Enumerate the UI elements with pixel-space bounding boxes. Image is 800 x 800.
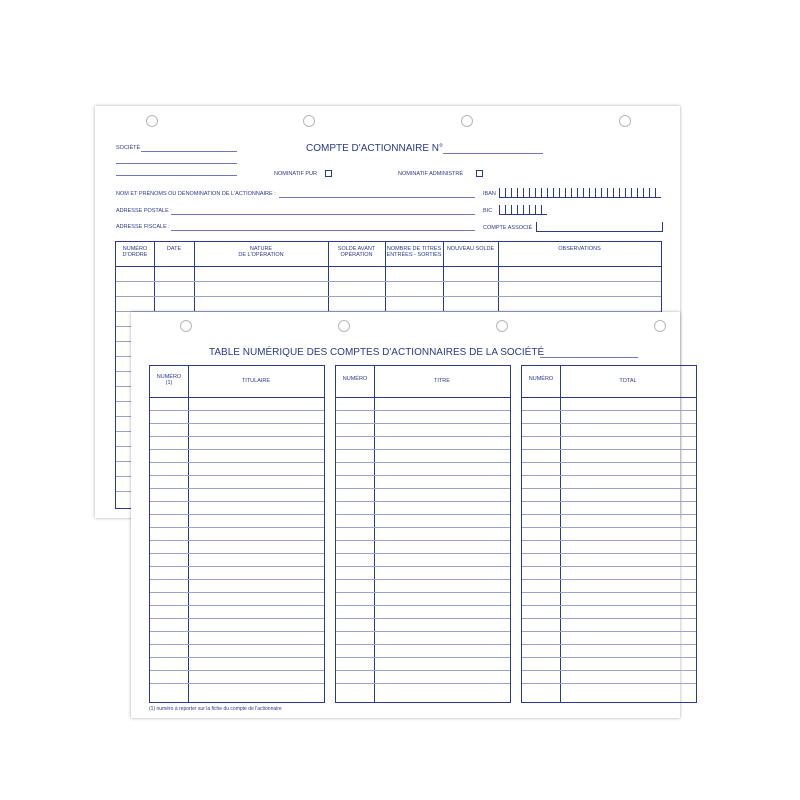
footnote: (1) numéro à reporter sur la fiche du compte de l'actionnaire (149, 706, 282, 712)
column-header: OBSERVATIONS (558, 246, 601, 252)
nominatif-administre-label: NOMINATIF ADMINISTRÉ (398, 171, 463, 177)
compte-associe-label: COMPTE ASSOCIÉ (483, 225, 533, 231)
column-header: TOTAL (619, 378, 637, 384)
societe-field[interactable] (141, 151, 237, 152)
company-name-field[interactable] (540, 357, 638, 358)
punch-hole (496, 320, 508, 332)
societe-field-line2[interactable] (116, 163, 237, 164)
account-number-field[interactable] (443, 153, 543, 154)
compte-associe-field[interactable] (536, 222, 663, 232)
index-table-titulaire (149, 365, 325, 703)
index-table-total (521, 365, 697, 703)
column-header: DATE (166, 246, 182, 252)
column-header: NUMÉRO D'ORDRE (122, 246, 148, 259)
nominatif-pur-checkbox[interactable] (325, 170, 332, 177)
nom-label: NOM ET PRÉNOMS OU DÉNOMINATION DE L'ACTIONNAIRE : (116, 191, 276, 197)
column-header: NUMÉRO (1) (156, 374, 182, 387)
column-header: NATURE DE L'OPÉRATION (238, 246, 284, 259)
bic-label: BIC (483, 208, 493, 214)
punch-hole (338, 320, 350, 332)
punch-hole (461, 115, 473, 127)
index-title: TABLE NUMÉRIQUE DES COMPTES D'ACTIONNAIRES DE LA SOCIÉTÉ (209, 347, 545, 358)
nominatif-pur-label: NOMINATIF PUR (274, 171, 317, 177)
societe-field-line3[interactable] (116, 175, 237, 176)
index-table-titre (335, 365, 511, 703)
column-header: TITULAIRE (241, 378, 271, 384)
shareholder-index-sheet (131, 312, 680, 718)
punch-hole (303, 115, 315, 127)
iban-field[interactable] (499, 188, 661, 198)
adresse-fiscale-label: ADRESSE FISCALE : (116, 224, 170, 230)
punch-hole (654, 320, 666, 332)
nom-field[interactable] (279, 197, 475, 198)
column-header: NUMÉRO (342, 376, 368, 382)
adresse-postale-field[interactable] (171, 214, 475, 215)
column-header: NOMBRE DE TITRES ENTRÉES - SORTIES (386, 246, 442, 259)
column-header: TITRE (434, 378, 450, 384)
nominatif-administre-checkbox[interactable] (476, 170, 483, 177)
column-header: SOLDE AVANT OPÉRATION (337, 246, 376, 259)
iban-label: IBAN (483, 191, 496, 197)
bic-field[interactable] (499, 205, 547, 215)
account-title: COMPTE D'ACTIONNAIRE N° (306, 143, 444, 154)
punch-hole (619, 115, 631, 127)
adresse-fiscale-field[interactable] (171, 230, 475, 231)
column-header: NUMÉRO (528, 376, 554, 382)
punch-hole (180, 320, 192, 332)
column-header: NOUVEAU SOLDE (446, 246, 495, 252)
societe-label: SOCIÉTÉ (116, 145, 141, 151)
adresse-postale-label: ADRESSE POSTALE : (116, 208, 172, 214)
punch-hole (146, 115, 158, 127)
